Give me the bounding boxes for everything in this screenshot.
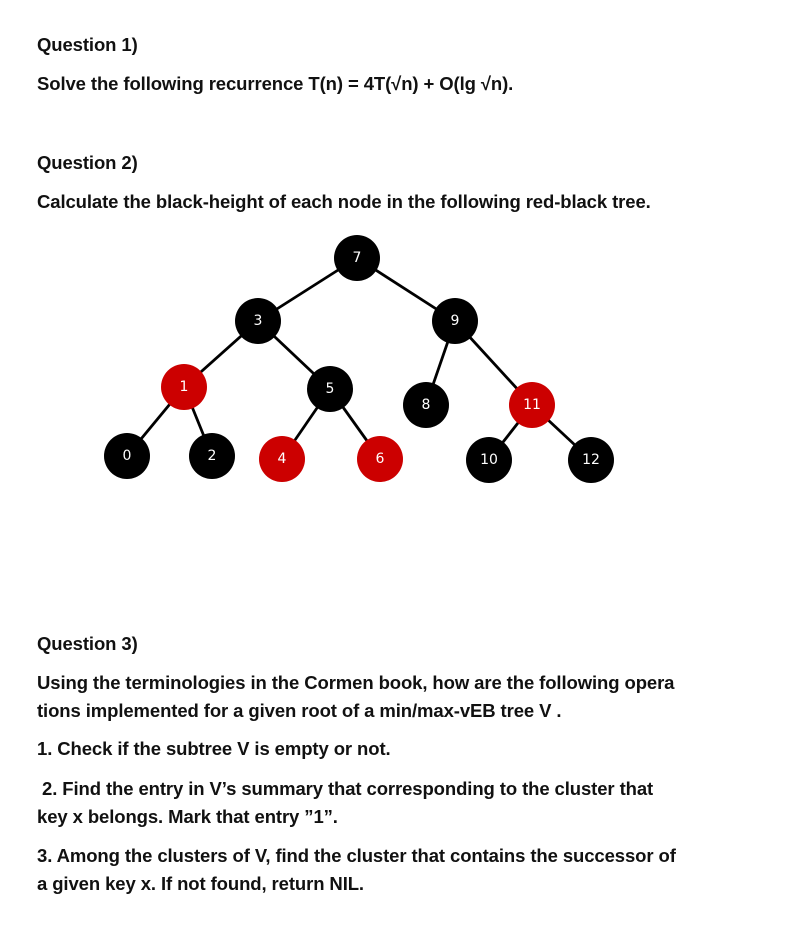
tree-node-key: 6 — [375, 451, 385, 467]
tree-node-1 — [161, 364, 207, 410]
question-3-item-1: 1. Check if the subtree V is empty or not. — [37, 738, 391, 759]
tree-node-key: 10 — [480, 452, 498, 468]
tree-node-key: 3 — [253, 313, 263, 329]
tree-node-12 — [568, 437, 614, 483]
question-3-item-2-line-1: 2. Find the entry in V’s summary that corresponding to the cluster that — [37, 778, 654, 799]
tree-node-9 — [432, 298, 478, 344]
tree-node-0 — [104, 433, 150, 479]
tree-node-key: 7 — [352, 250, 362, 266]
tree-node-11 — [509, 382, 555, 428]
tree-node-5 — [307, 366, 353, 412]
tree-node-key: 4 — [277, 451, 287, 467]
question-3-intro-line-2: tions implemented for a given root of a min/max-vEB tree V . — [37, 700, 562, 721]
tree-node-8 — [403, 382, 449, 428]
tree-node-key: 0 — [122, 448, 132, 464]
question-3-intro-line-1: Using the terminologies in the Cormen book, how are the following opera — [37, 672, 675, 693]
tree-node-key: 5 — [325, 381, 335, 397]
question-3-item-3-line-1: 3. Among the clusters of V, find the cluster that contains the successor of — [37, 845, 676, 866]
tree-node-2 — [189, 433, 235, 479]
tree-node-6 — [357, 436, 403, 482]
tree-node-key: 2 — [207, 448, 217, 464]
tree-node-3 — [235, 298, 281, 344]
tree-node-10 — [466, 437, 512, 483]
question-2-text: Calculate the black-height of each node in the following red-black tree. — [37, 191, 651, 212]
tree-node-key: 9 — [450, 313, 460, 329]
question-3-heading: Question 3) — [37, 633, 138, 654]
tree-node-4 — [259, 436, 305, 482]
question-3-item-2-line-2: key x belongs. Mark that entry ”1”. — [37, 806, 338, 827]
question-1-text: Solve the following recurrence T(n) = 4T(√n) + O(lg √n). — [37, 73, 514, 94]
question-1-heading: Question 1) — [37, 34, 138, 55]
tree-node-7 — [334, 235, 380, 281]
question-3-item-3-line-2: a given key x. If not found, return NIL. — [37, 873, 364, 894]
tree-node-key: 1 — [179, 379, 189, 395]
question-2-heading: Question 2) — [37, 152, 138, 173]
tree-node-key: 11 — [523, 397, 541, 413]
tree-node-key: 12 — [582, 452, 600, 468]
tree-node-key: 8 — [421, 397, 431, 413]
